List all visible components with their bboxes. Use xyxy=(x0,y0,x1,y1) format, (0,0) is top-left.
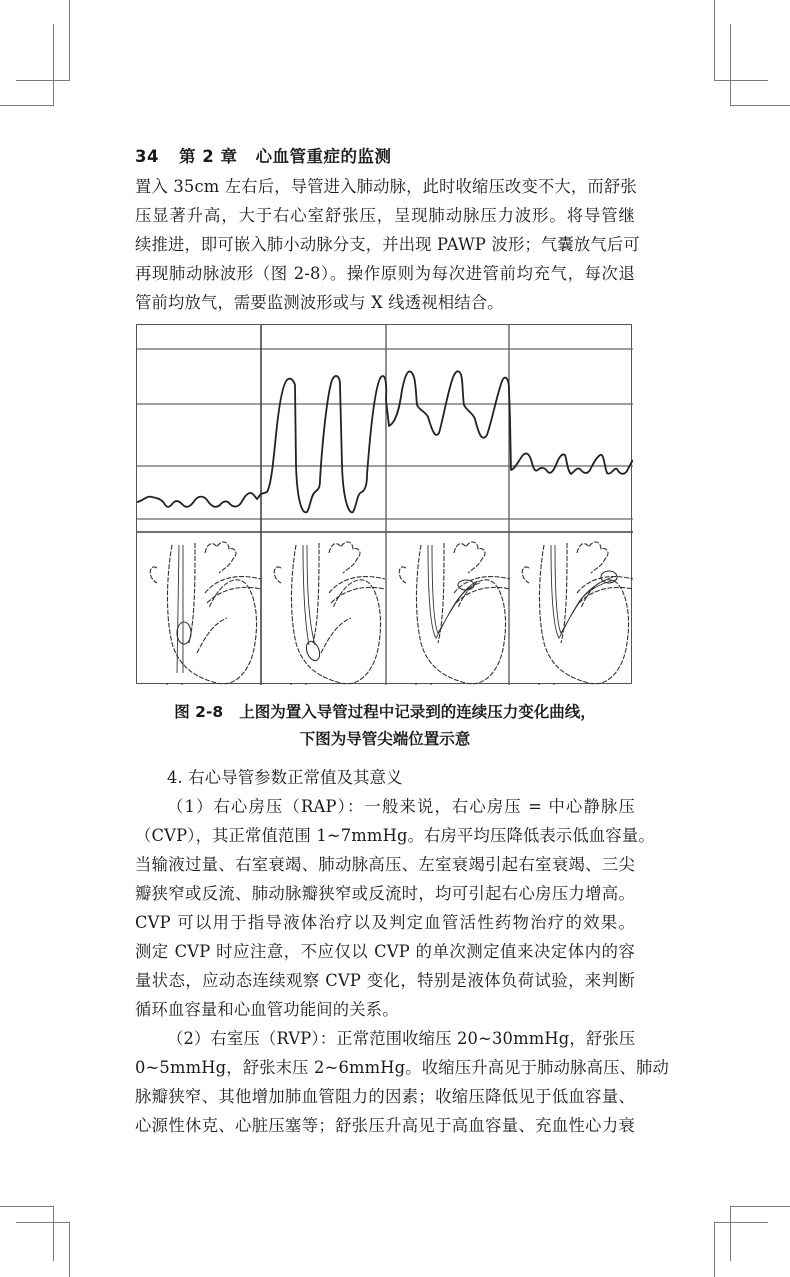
text-line: 置入 35cm 左右后，导管进入肺动脉，此时收缩压改变不大，而舒张 xyxy=(135,177,637,196)
crop-mark-bottom-left-h1 xyxy=(0,1206,54,1207)
figure-2-8 xyxy=(136,324,632,684)
caption-line-1 xyxy=(135,699,635,726)
text-line: （CVP），其正常值范围 1~7mmHg。右房平均压降低表示低血容量。 xyxy=(135,826,655,845)
text-line: 当输液过量、右室衰竭、肺动脉高压、左室衰竭引起右室衰竭、三尖 xyxy=(135,855,635,874)
pressure-waveform xyxy=(137,371,633,512)
text-line: 管前均放气，需要监测波形或与 X 线透视相结合。 xyxy=(135,293,504,312)
text-line: 心源性休克、心脏压塞等；舒张压升高见于高血容量、充血性心力衰 xyxy=(135,1116,635,1135)
chapter-number: 第 2 章 xyxy=(179,147,238,166)
caption-line-2: 下图为导管尖端位置示意 xyxy=(299,730,471,748)
text-line: 压显著升高，大于右心室舒张压，呈现肺动脉压力波形。将导管继 xyxy=(135,206,635,225)
crop-mark-bottom-right-v1 xyxy=(730,1206,731,1261)
intro-paragraph xyxy=(135,172,640,317)
heart-diagram-right-atrium xyxy=(150,542,261,685)
crop-mark-top-left-h2 xyxy=(16,80,70,81)
crop-mark-bottom-right-h2 xyxy=(714,1222,768,1223)
crop-mark-bottom-left-v2 xyxy=(69,1222,70,1277)
heart-diagram-right-ventricle xyxy=(274,542,385,685)
figure-illustration xyxy=(137,325,633,685)
running-header xyxy=(135,143,635,167)
text-line: 再现肺动脉波形（图 2-8）。操作原则为每次进管前均充气，每次退 xyxy=(135,264,635,283)
crop-mark-top-left-v1 xyxy=(53,24,54,106)
text-line: 续推进，即可嵌入肺小动脉分支，并出现 PAWP 波形；气囊放气后可 xyxy=(135,235,640,254)
crop-mark-top-right-h1 xyxy=(730,105,790,106)
text-line: 循环血容量和心血管功能间的关系。 xyxy=(135,1000,399,1019)
rap-paragraph xyxy=(135,792,655,1024)
page-number: 34 xyxy=(135,147,159,166)
text-line: （1）右心房压（RAP）：一般来说，右心房压 = 中心静脉压 xyxy=(167,797,635,816)
figure-caption xyxy=(135,699,635,753)
crop-mark-top-right-v1 xyxy=(730,24,731,106)
heart-diagram-pulmonary-artery xyxy=(399,542,510,685)
section-heading xyxy=(135,763,635,792)
figure-number: 图 2-8 xyxy=(174,703,224,721)
chapter-title: 心血管重症的监测 xyxy=(255,147,392,166)
heart-diagram-pulmonary-artery-wedge xyxy=(522,542,633,685)
crop-mark-top-left-v2 xyxy=(69,0,70,81)
rvp-paragraph xyxy=(135,1024,669,1140)
text-line: CVP 可以用于指导液体治疗以及判定血管活性药物治疗的效果。 xyxy=(135,913,635,932)
crop-mark-top-right-h2 xyxy=(714,80,768,81)
text-line: 0~5mmHg，舒张末压 2~6mmHg。收缩压升高见于肺动脉高压、肺动 xyxy=(135,1058,669,1077)
crop-mark-bottom-left-h2 xyxy=(16,1222,70,1223)
crop-mark-bottom-right-h1 xyxy=(730,1206,790,1207)
section-4-heading: 4. 右心导管参数正常值及其意义 xyxy=(167,768,403,787)
text-line: 测定 CVP 时应注意，不应仅以 CVP 的单次测定值来决定体内的容 xyxy=(135,942,635,961)
crop-mark-top-left-h1 xyxy=(0,105,54,106)
crop-mark-bottom-left-v1 xyxy=(53,1206,54,1261)
crop-mark-bottom-right-v2 xyxy=(714,1222,715,1277)
crop-mark-top-right-v2 xyxy=(714,0,715,81)
text-line: （2）右室压（RVP）：正常范围收缩压 20~30mmHg，舒张压 xyxy=(167,1029,636,1048)
text-line: 脉瓣狭窄、其他增加肺血管阻力的因素；收缩压降低见于低血容量、 xyxy=(135,1087,635,1106)
text-line: 量状态，应动态连续观察 CVP 变化，特别是液体负荷试验，来判断 xyxy=(135,971,635,990)
text-line: 瓣狭窄或反流、肺动脉瓣狭窄或反流时，均可引起右心房压力增高。 xyxy=(135,884,635,903)
caption-text-1: 上图为置入导管过程中记录到的连续压力变化曲线， xyxy=(239,703,596,721)
